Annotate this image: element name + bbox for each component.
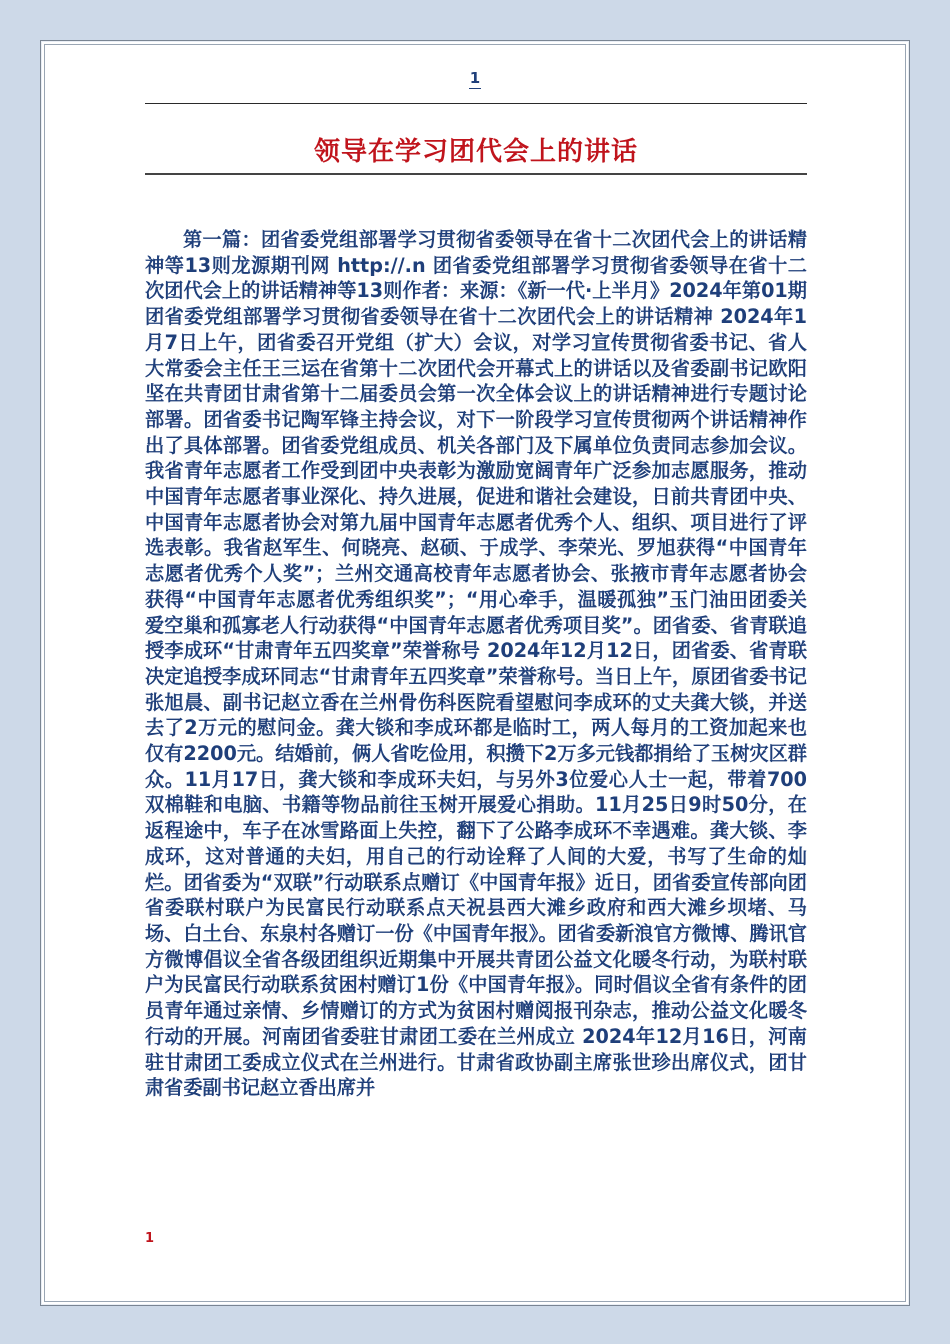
title-divider [145, 173, 807, 175]
document-body: 第一篇：团省委党组部署学习贯彻省委领导在省十二次团代会上的讲话精神等13则龙源期刊网 http://.n 团省委党组部署学习贯彻省委领导在省十二次团代会上的讲话精神等13则作者：来源：《新一代·上半月》2024年第01期团省委党组部署学习贯彻省委领导在省十二次团代会上的讲话精神 2024年1月7日上午，团省委召开党组（扩大）会议，对学习宣传贯彻省委书记、省人大常委会主任王三运在省第十二次团代会开幕式上的讲话以及省委副书记欧阳坚在共青团甘肃省第十二届委员会第一次全体会议上的讲话精神进行专题讨论部署。团省委书记陶军锋主持会议，对下一阶段学习宣传贯彻两个讲话精神作出了具体部署。团省委党组成员、机关各部门及下属单位负责同志参加会议。我省青年志愿者工作受到团中央表彰为激励宽阔青年广泛参加志愿服务，推动中国青年志愿者事业深化、持久进展，促进和谐社会建设，日前共青团中央、中国青年志愿者协会对第九届中国青年志愿者优秀个人、组织、项目进行了评选表彰。我省赵军生、何晓亮、赵硕、于成学、李荣光、罗旭获得“中国青年志愿者优秀个人奖”；兰州交通高校青年志愿者协会、张掖市青年志愿者协会获得“中国青年志愿者优秀组织奖”；“用心牵手，温暖孤独”玉门油田团委关爱空巢和孤寡老人行动获得“中国青年志愿者优秀项目奖”。团省委、省青联追授李成环“甘肃青年五四奖章”荣誉称号 2024年12月12日，团省委、省青联决定追授李成环同志“甘肃青年五四奖章”荣誉称号。当日上午，原团省委书记张旭晨、副书记赵立香在兰州骨伤科医院看望慰问李成环的丈夫龚大锬，并送去了2万元的慰问金。龚大锬和李成环都是临时工，两人每月的工资加起来也仅有2200元。结婚前，俩人省吃俭用，积攒下2万多元钱都捐给了玉树灾区群众。11月17日，龚大锬和李成环夫妇，与另外3位爱心人士一起，带着700双棉鞋和电脑、书籍等物品前往玉树开展爱心捐助。11月25日9时50分，在返程途中，车子在冰雪路面上失控，翻下了公路李成环不幸遇难。龚大锬、李成环，这对普通的夫妇，用自己的行动诠释了人间的大爱，书写了生命的灿烂。团省委为“双联”行动联系点赠订《中国青年报》近日，团省委宣传部向团省委联村联户为民富民行动联系点天祝县西大滩乡政府和西大滩乡坝堵、马场、白土台、东泉村各赠订一份《中国青年报》。团省委新浪官方微博、腾讯官方微博倡议全省各级团组织近期集中开展共青团公益文化暖冬行动，为联村联户为民富民行动联系贫困村赠订1份《中国青年报》。同时倡议全省有条件的团员青年通过亲情、乡情赠订的方式为贫困村赠阅报刊杂志，推动公益文化暖冬行动的开展。河南团省委驻甘肃团工委在兰州成立 2024年12月16日，河南驻甘肃团工委成立仪式在兰州进行。甘肃省政协副主席张世珍出席仪式，团甘肃省委副书记赵立香出席并 [145, 228, 807, 1100]
document-title: 领导在学习团代会上的讲话 [313, 137, 638, 167]
footer-page-number: 1 [145, 1231, 155, 1246]
header-page-number [41, 69, 909, 87]
header-divider [145, 103, 807, 104]
document-page [40, 40, 910, 1306]
header-page-number-text: 1 [469, 69, 481, 87]
